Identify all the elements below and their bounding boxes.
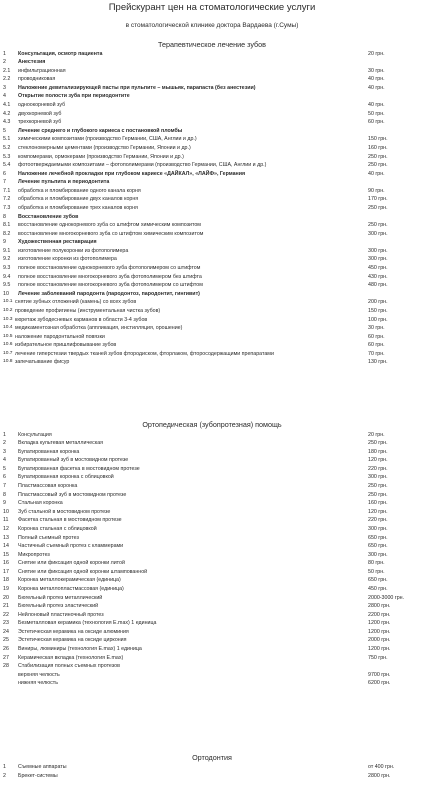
service-price: 2200 грн. xyxy=(368,611,391,618)
service-name: полное восстановление однокорневого зуба фотополимером со штифтом xyxy=(18,265,201,271)
service-name: кюретаж зубодесневых карманов в области 3-4 зубов xyxy=(15,316,148,323)
item-number: 10.5 xyxy=(3,333,13,339)
item-number: 2.2 xyxy=(3,76,11,83)
service-name: химическими композитами (производство Германии, США, Англии и др.) xyxy=(18,136,197,143)
service-price: 120 грн. xyxy=(368,457,388,464)
service-price: 30 грн. xyxy=(368,325,385,332)
service-name: снятие зубных отложений (камень) со всех зубов xyxy=(15,299,137,306)
service-name: трехкорневой зуб xyxy=(18,119,62,126)
service-price: 80 грн. xyxy=(368,560,385,567)
price-row xyxy=(0,482,424,491)
price-row xyxy=(0,281,424,290)
service-name: изготовление полукоронки из фотополимера xyxy=(18,247,129,254)
service-price: 650 грн. xyxy=(368,543,388,549)
item-number: 20 xyxy=(3,594,9,601)
item-number: 5.4 xyxy=(3,162,11,168)
price-row xyxy=(0,439,424,448)
service-name: полное восстановление многокорневого зуба фотополимером со штифтом xyxy=(18,282,203,289)
section-heading: Ортопедическая (зубопротезная) помощь xyxy=(142,420,282,429)
service-name: Наложение девитализирующей пасты при пульпите – мышьяк, парапаста (без анестезии) xyxy=(18,84,256,91)
price-row xyxy=(0,50,424,59)
item-number: 1 xyxy=(3,50,6,57)
item-number: 6 xyxy=(3,170,6,177)
item-number: 6 xyxy=(3,474,6,481)
item-number: 24 xyxy=(3,628,9,635)
item-number: 4 xyxy=(3,457,6,464)
price-row xyxy=(0,58,424,67)
service-name: Консультация, осмотр пациента xyxy=(18,50,103,57)
service-price: 40 грн. xyxy=(368,170,385,177)
service-name: стеклономерными цементами (производство Германии, Японии и др.) xyxy=(18,144,191,151)
price-row xyxy=(0,465,424,474)
service-price: 40 грн. xyxy=(368,84,385,91)
price-row xyxy=(0,585,424,594)
price-row xyxy=(0,307,424,316)
service-price: 120 грн. xyxy=(368,508,388,515)
price-row xyxy=(0,358,424,367)
price-row xyxy=(0,594,424,603)
price-row xyxy=(0,127,424,136)
price-row xyxy=(0,170,424,179)
service-price: 430 грн. xyxy=(368,273,388,280)
service-price: 160 грн. xyxy=(368,500,388,507)
service-name: Безметалловая керамика (технология E.max) 1 единица xyxy=(18,620,157,627)
price-row xyxy=(0,178,424,187)
service-price: 1200 грн. xyxy=(368,646,391,652)
service-price: 60 грн. xyxy=(368,342,385,349)
item-number: 10.1 xyxy=(3,299,13,305)
price-row xyxy=(0,431,424,440)
service-name: Коронка металлопластмассовая (единица) xyxy=(18,585,124,592)
service-name: обработка и пломбирование одного канала корня xyxy=(18,187,141,194)
service-name: Вкладка культевая металлическая xyxy=(18,440,104,447)
service-name: двухкорневой зуб xyxy=(18,110,62,117)
item-number: 19 xyxy=(3,585,9,592)
price-row xyxy=(0,654,424,663)
price-row xyxy=(0,568,424,577)
service-name: Стабилизация полных съемных протезов xyxy=(18,663,120,670)
price-row xyxy=(0,636,424,645)
price-row xyxy=(0,84,424,93)
service-name: Съемные аппараты xyxy=(18,764,67,770)
service-price: 70 грн. xyxy=(368,350,385,357)
service-price: 450 грн. xyxy=(368,585,388,592)
service-name: Снятие или фиксация одной коронки литой xyxy=(18,560,125,567)
service-name: Бупатированная фасетка в мостовидном протезе xyxy=(18,465,140,472)
service-name: Нейлоновый пластиночный протез xyxy=(18,611,104,618)
item-number: 3 xyxy=(3,448,6,455)
service-price: 250 грн. xyxy=(368,153,388,160)
price-row xyxy=(0,161,424,170)
item-number: 9.3 xyxy=(3,265,11,271)
price-row xyxy=(0,619,424,628)
price-row xyxy=(0,763,424,772)
service-price: 40 грн. xyxy=(368,76,385,83)
price-row xyxy=(0,559,424,568)
item-number: 4 xyxy=(3,93,6,100)
item-number: 2 xyxy=(3,440,6,447)
service-name: Стальная коронка xyxy=(18,500,63,507)
price-row xyxy=(0,135,424,144)
price-row xyxy=(0,662,424,671)
item-number: 5 xyxy=(3,465,6,472)
item-number: 7.2 xyxy=(3,196,11,203)
item-number: 7.1 xyxy=(3,187,11,194)
service-price: 20 грн. xyxy=(368,50,385,57)
price-row xyxy=(0,153,424,162)
price-row xyxy=(0,525,424,534)
price-row xyxy=(0,448,424,457)
service-price: 20 грн. xyxy=(368,431,385,438)
service-name: компомерами, ормокерами (производство Германии, Японии и др.) xyxy=(18,153,184,160)
item-number: 7.3 xyxy=(3,204,11,211)
service-price: 650 грн. xyxy=(368,577,388,584)
price-row xyxy=(0,551,424,560)
item-number: 2 xyxy=(3,773,6,779)
price-row xyxy=(0,118,424,127)
item-number: 27 xyxy=(3,654,9,661)
item-number: 25 xyxy=(3,637,9,644)
price-row xyxy=(0,75,424,84)
price-row xyxy=(0,264,424,273)
price-row xyxy=(0,628,424,637)
service-price: 300 грн. xyxy=(368,474,388,481)
item-number: 9.4 xyxy=(3,273,11,280)
item-number: 16 xyxy=(3,560,9,567)
service-price: 650 грн. xyxy=(368,534,388,541)
service-name: Коронка стальная с облицовкой xyxy=(18,525,97,532)
item-number: 9.1 xyxy=(3,247,11,254)
price-row xyxy=(0,645,424,654)
price-row xyxy=(0,456,424,465)
service-name: проводниковая xyxy=(18,76,56,83)
item-number: 26 xyxy=(3,646,9,652)
price-row xyxy=(0,499,424,508)
price-row xyxy=(0,350,424,359)
service-price: 2000 грн. xyxy=(368,637,391,644)
service-price: 300 грн. xyxy=(368,230,388,237)
item-number: 8.2 xyxy=(3,230,11,237)
item-number: 8 xyxy=(3,213,6,220)
service-price: 9700 грн. xyxy=(368,671,391,678)
service-name: фотоотверждаемыми композитами – фотополимерами (производство Германии, США, Англии и др.) xyxy=(18,162,267,168)
service-price: от 400 грн. xyxy=(368,764,395,770)
service-price: 160 грн. xyxy=(368,144,388,151)
service-name: Наложение лечебной прокладки при глубоком кариесе «ДАЙКАЛ», «ЛАЙФ», Германия xyxy=(18,170,246,177)
service-name: нижняя челюсть xyxy=(18,680,58,687)
item-number: 28 xyxy=(3,663,9,670)
service-price: 150 грн. xyxy=(368,307,388,314)
price-row xyxy=(0,341,424,350)
item-number: 12 xyxy=(3,525,9,532)
price-row xyxy=(0,204,424,213)
item-number: 8 xyxy=(3,491,6,498)
service-name: Анестезия xyxy=(18,59,46,66)
service-price: 40 грн. xyxy=(368,102,385,108)
item-number: 9 xyxy=(3,239,6,246)
service-name: Художественная реставрация xyxy=(18,239,97,246)
service-name: Снятие или фиксация одной коронки штампованной xyxy=(18,568,148,575)
service-name: верхняя челюсть xyxy=(18,671,60,678)
service-name: Бупатированная коронка с облицовкой xyxy=(18,474,114,481)
service-name: Бупатированный зуб в мостовидном протезе xyxy=(18,457,129,464)
service-price: 30 грн. xyxy=(368,67,385,74)
price-row xyxy=(0,101,424,110)
item-number: 1 xyxy=(3,431,6,438)
service-name: Бюгельный протез эластический xyxy=(18,603,99,610)
item-number: 10.3 xyxy=(3,316,13,322)
service-price: 250 грн. xyxy=(368,440,388,447)
service-name: Частичный съемный протез с кламмерами xyxy=(18,543,124,549)
service-price: 450 грн. xyxy=(368,265,388,271)
service-price: 60 грн. xyxy=(368,119,385,126)
service-name: Виниры, люминиры (технология E.max) 1 единица xyxy=(18,646,142,652)
price-row xyxy=(0,187,424,196)
service-name: Открытие полости зуба при периодонтите xyxy=(18,93,130,100)
item-number: 7 xyxy=(3,483,6,489)
item-number: 10.6 xyxy=(3,342,13,348)
service-name: восстановление многокорневого зуба со штифтом химическим композитом xyxy=(18,230,204,237)
item-number: 4.1 xyxy=(3,102,11,108)
service-name: Полный съемный протез xyxy=(18,534,79,541)
price-row xyxy=(0,516,424,525)
service-price: 150 грн. xyxy=(368,136,388,143)
item-number: 10.8 xyxy=(3,359,13,365)
item-number: 14 xyxy=(3,543,9,549)
service-name: одноокорневой зуб xyxy=(18,102,66,108)
price-row xyxy=(0,542,424,551)
service-name: Пластмассовая коронка xyxy=(18,483,78,489)
price-row xyxy=(0,213,424,222)
price-row xyxy=(0,534,424,543)
price-row xyxy=(0,473,424,482)
service-price: 50 грн. xyxy=(368,568,385,575)
service-name: Эстетическая керамика на оксиде алюминия xyxy=(18,628,129,635)
item-number: 7 xyxy=(3,179,6,186)
service-price: 300 грн. xyxy=(368,551,388,558)
service-price: 250 грн. xyxy=(368,222,388,229)
item-number: 10 xyxy=(3,508,9,515)
price-row xyxy=(0,273,424,282)
item-number: 10 xyxy=(3,290,9,297)
item-number: 5.3 xyxy=(3,153,11,160)
price-row xyxy=(0,67,424,76)
service-price: 180 грн. xyxy=(368,448,388,455)
service-name: медикаментозная обработка (аппликация, инстилляция, орошение) xyxy=(15,325,183,332)
service-name: Фасетка стальная в мостовидном протезе xyxy=(18,517,122,524)
service-name: Брекет-системы xyxy=(18,773,58,779)
item-number: 10.2 xyxy=(3,307,13,313)
service-name: Лечение среднего и глубокого кариеса с постановкой пломбы xyxy=(18,127,183,134)
section-heading: Терапевтическое лечение зубов xyxy=(158,40,266,49)
service-price: 250 грн. xyxy=(368,204,388,211)
item-number: 23 xyxy=(3,620,9,627)
price-row xyxy=(0,298,424,307)
service-price: 2000-3000 грн. xyxy=(368,594,405,601)
item-number: 4.3 xyxy=(3,119,11,126)
service-name: проведение профигиены (инструментальная чистка зубов) xyxy=(15,307,161,314)
item-number: 4.2 xyxy=(3,110,11,117)
price-row xyxy=(0,772,424,781)
price-row xyxy=(0,195,424,204)
item-number: 5 xyxy=(3,127,6,134)
service-name: инфильтрационная xyxy=(18,67,66,74)
service-name: Лечение заболеваний пародонта (пародонтоз, пародонтит, гингивит) xyxy=(18,290,200,297)
item-number: 13 xyxy=(3,534,9,541)
service-name: запечатывание фисур xyxy=(15,359,70,366)
service-name: избирательное пришлифовывание зубов xyxy=(15,342,117,349)
price-row xyxy=(0,602,424,611)
service-price: 220 грн. xyxy=(368,517,388,524)
price-row xyxy=(0,255,424,264)
service-name: наложение пародонтальной повязки xyxy=(15,333,105,340)
item-number: 11 xyxy=(3,517,9,524)
service-name: Микропротез xyxy=(18,551,50,558)
price-row xyxy=(0,576,424,585)
service-price: 6200 грн. xyxy=(368,680,391,687)
service-name: Коронка металлокерамическая (единица) xyxy=(18,577,121,584)
price-row xyxy=(0,290,424,299)
item-number: 9.2 xyxy=(3,256,11,263)
service-name: обработка и пломбирование трех каналов корня xyxy=(18,204,138,211)
document-subtitle: в стоматологической клинике доктора Вардаева (г.Сумы) xyxy=(125,22,299,29)
item-number: 3 xyxy=(3,84,6,91)
service-price: 1200 грн. xyxy=(368,620,391,627)
price-row xyxy=(0,221,424,230)
service-name: Эстетическая керамика на оксиде циркония xyxy=(18,637,127,644)
price-row xyxy=(0,671,424,680)
item-number: 9.5 xyxy=(3,282,11,289)
price-row xyxy=(0,92,424,101)
service-price: 250 грн. xyxy=(368,491,388,498)
item-number: 10.7 xyxy=(3,350,13,356)
item-number: 22 xyxy=(3,611,9,618)
price-row xyxy=(0,230,424,239)
service-name: полное восстановление многокорневого зуба фотополимером без штифта xyxy=(18,273,202,280)
price-row xyxy=(0,247,424,256)
service-name: Лечение пульпита и периодонтита xyxy=(18,179,110,186)
item-number: 17 xyxy=(3,568,9,575)
item-number: 5.2 xyxy=(3,144,11,151)
service-name: Керамическая вкладка (технология E.max) xyxy=(18,654,124,661)
service-name: восстановление однокорневого зуба со штифтом химическим композитом xyxy=(18,222,201,229)
section-heading: Ортодонтия xyxy=(192,753,232,762)
price-row xyxy=(0,316,424,325)
service-name: Восстановление зубов xyxy=(18,213,79,220)
price-row xyxy=(0,324,424,333)
price-row xyxy=(0,508,424,517)
service-price: 2800 грн. xyxy=(368,603,391,610)
item-number: 10.4 xyxy=(3,325,13,331)
price-row xyxy=(0,110,424,119)
item-number: 18 xyxy=(3,577,9,584)
service-name: Пластмассовый зуб в мостовидном протезе xyxy=(18,491,127,498)
service-price: 250 грн. xyxy=(368,162,388,168)
item-number: 8.1 xyxy=(3,222,11,229)
item-number: 21 xyxy=(3,603,9,610)
service-price: 480 грн. xyxy=(368,282,388,289)
service-name: Бюгельный протез металлический xyxy=(18,594,103,601)
price-row xyxy=(0,238,424,247)
service-price: 170 грн. xyxy=(368,196,388,203)
item-number: 5.1 xyxy=(3,136,11,143)
service-price: 1200 грн. xyxy=(368,628,391,635)
service-price: 750 грн. xyxy=(368,654,388,661)
price-row xyxy=(0,144,424,153)
service-price: 200 грн. xyxy=(368,299,388,306)
service-name: лечение гиперстезии твердых тканей зубов фтородиском, фторлаком, фторосодержащими препаратами xyxy=(15,350,274,357)
service-price: 300 грн. xyxy=(368,525,388,532)
service-price: 300 грн. xyxy=(368,256,388,263)
service-price: 100 грн. xyxy=(368,316,388,323)
document-title: Прейскурант цен на стоматологические услуги xyxy=(108,2,316,13)
service-price: 60 грн. xyxy=(368,333,385,340)
price-row xyxy=(0,333,424,342)
price-row xyxy=(0,611,424,620)
service-price: 90 грн. xyxy=(368,187,385,194)
service-price: 50 грн. xyxy=(368,110,385,117)
service-name: Консультация xyxy=(18,431,52,438)
service-name: изготовление коронки из фотополимера xyxy=(18,256,117,263)
service-name: Бупатированная коронка xyxy=(18,448,80,455)
item-number: 2 xyxy=(3,59,6,66)
service-price: 300 грн. xyxy=(368,247,388,254)
item-number: 9 xyxy=(3,500,6,507)
service-price: 250 грн. xyxy=(368,483,388,489)
item-number: 15 xyxy=(3,551,9,558)
service-name: Зуб стальной в мостовидном протезе xyxy=(18,508,111,515)
service-price: 220 грн. xyxy=(368,465,388,472)
price-row xyxy=(0,491,424,500)
item-number: 1 xyxy=(3,764,6,770)
item-number: 2.1 xyxy=(3,67,11,74)
service-price: 130 грн. xyxy=(368,359,388,366)
service-price: 2800 грн. xyxy=(368,773,391,779)
service-name: обработка и пломбирование двух каналов корня xyxy=(18,196,139,203)
price-row xyxy=(0,679,424,688)
